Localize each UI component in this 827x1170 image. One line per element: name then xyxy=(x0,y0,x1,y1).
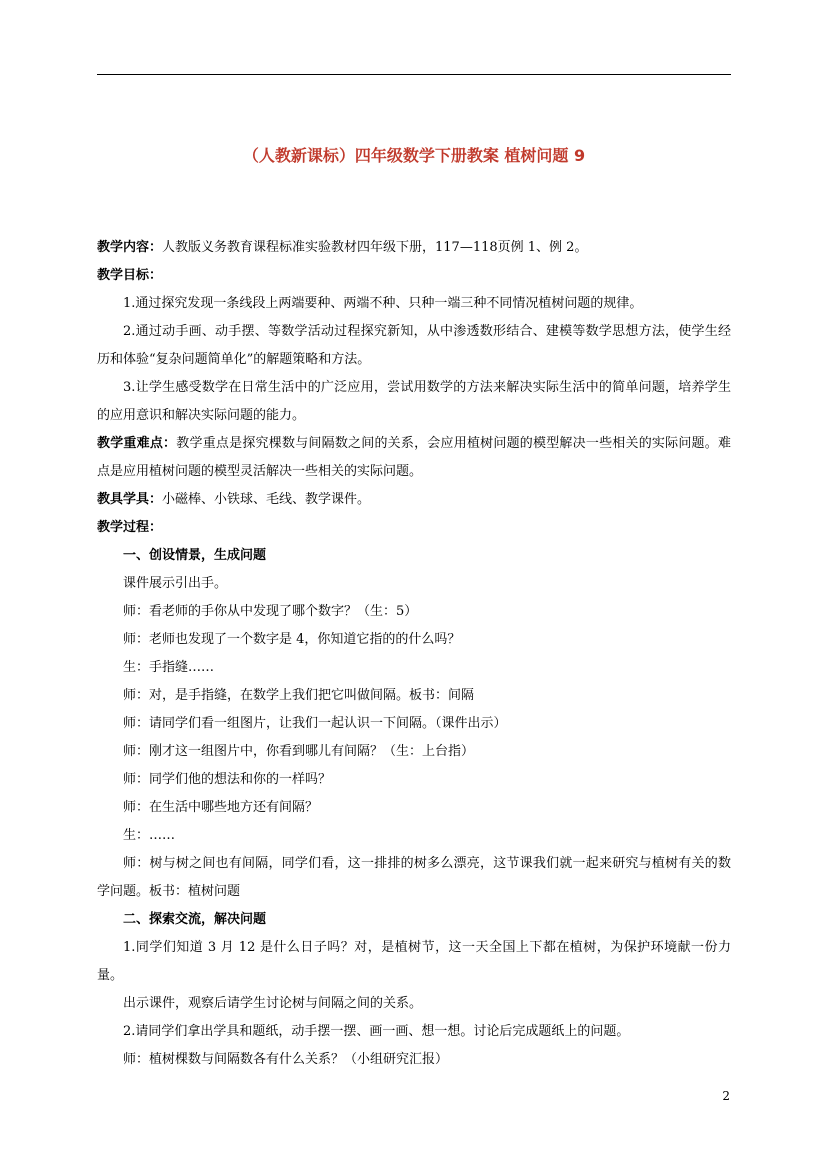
objective-item-1: 1.通过探究发现一条线段上两端要种、两端不种、只种一端三种不同情况植树问题的规律。 xyxy=(123,296,643,311)
tools-label: 教具学具： xyxy=(97,492,163,507)
process-line: 师：植树棵数与间隔数各有什么关系？（小组研究汇报） xyxy=(123,1052,449,1067)
document-body xyxy=(97,234,731,1074)
objective-item-2: 2.通过动手画、动手摆、等数学活动过程探究新知，从中渗透数形结合、建模等数学思想方法，使学生经历和体验“复杂问题简单化”的解题策略和方法。 xyxy=(97,324,731,367)
process-line: 师：请同学们看一组图片，让我们一起认识一下间隔。（课件出示） xyxy=(123,716,507,731)
key-points-label: 教学重难点： xyxy=(97,436,177,451)
process-line: 师：对，是手指缝，在数学上我们把它叫做间隔。板书：间隔 xyxy=(123,688,475,703)
process-line: 生：…… xyxy=(123,828,176,843)
process-line: 2.请同学们拿出学具和题纸，动手摆一摆、画一画、想一想。讨论后完成题纸上的问题。 xyxy=(123,1024,630,1039)
content-label: 教学内容： xyxy=(97,240,163,255)
process-line: 师：刚才这一组图片中，你看到哪儿有间隔？（生：上台指） xyxy=(123,744,475,759)
process-line: 课件展示引出手。 xyxy=(123,576,228,591)
section-heading-2: 二、探索交流，解决问题 xyxy=(123,912,267,927)
section-heading-1: 一、创设情景，生成问题 xyxy=(123,548,267,563)
process-line: 师：同学们他的想法和你的一样吗？ xyxy=(123,772,332,787)
key-points-paragraph xyxy=(97,430,731,486)
process-line: 1.同学们知道 3 月 12 是什么日子吗？对，是植树节，这一天全国上下都在植树，为保护环境献一份力量。 xyxy=(97,940,731,983)
process-line: 师：在生活中哪些地方还有间隔？ xyxy=(123,800,319,815)
key-points-text: 教学重点是探究棵数与间隔数之间的关系，会应用植树问题的模型解决一些相关的实际问题。难点是应用植树问题的模型灵活解决一些相关的实际问题。 xyxy=(97,436,731,479)
process-label: 教学过程： xyxy=(97,520,163,535)
objectives-label: 教学目标： xyxy=(97,268,163,283)
process-line: 生：手指缝…… xyxy=(123,660,215,675)
objective-item-3: 3.让学生感受数学在日常生活中的广泛应用，尝试用数学的方法来解决实际生活中的简单问题，培养学生的应用意识和解决实际问题的能力。 xyxy=(97,380,731,423)
tools-paragraph xyxy=(97,486,731,514)
process-line: 师：树与树之间也有间隔，同学们看，这一排排的树多么漂亮，这节课我们就一起来研究与植树有关的数学问题。板书：植树问题 xyxy=(97,856,731,899)
page-number: 2 xyxy=(722,1089,730,1103)
process-line: 师：老师也发现了一个数字是 4，你知道它指的的什么吗？ xyxy=(123,632,461,647)
header-rule xyxy=(97,74,731,75)
objectives-heading xyxy=(97,262,731,290)
tools-text: 小磁棒、小铁球、毛线、教学课件。 xyxy=(162,492,371,507)
content-text: 人教版义务教育课程标准实验教材四年级下册，117—118页例 1、例 2。 xyxy=(162,240,588,255)
document-title: （人教新课标）四年级数学下册教案 植树问题 9 xyxy=(242,146,586,165)
content-paragraph xyxy=(97,234,731,262)
process-heading xyxy=(97,514,731,542)
process-line: 出示课件，观察后请学生讨论树与间隔之间的关系。 xyxy=(123,996,423,1011)
process-line: 师：看老师的手你从中发现了哪个数字？（生：5） xyxy=(123,604,418,619)
